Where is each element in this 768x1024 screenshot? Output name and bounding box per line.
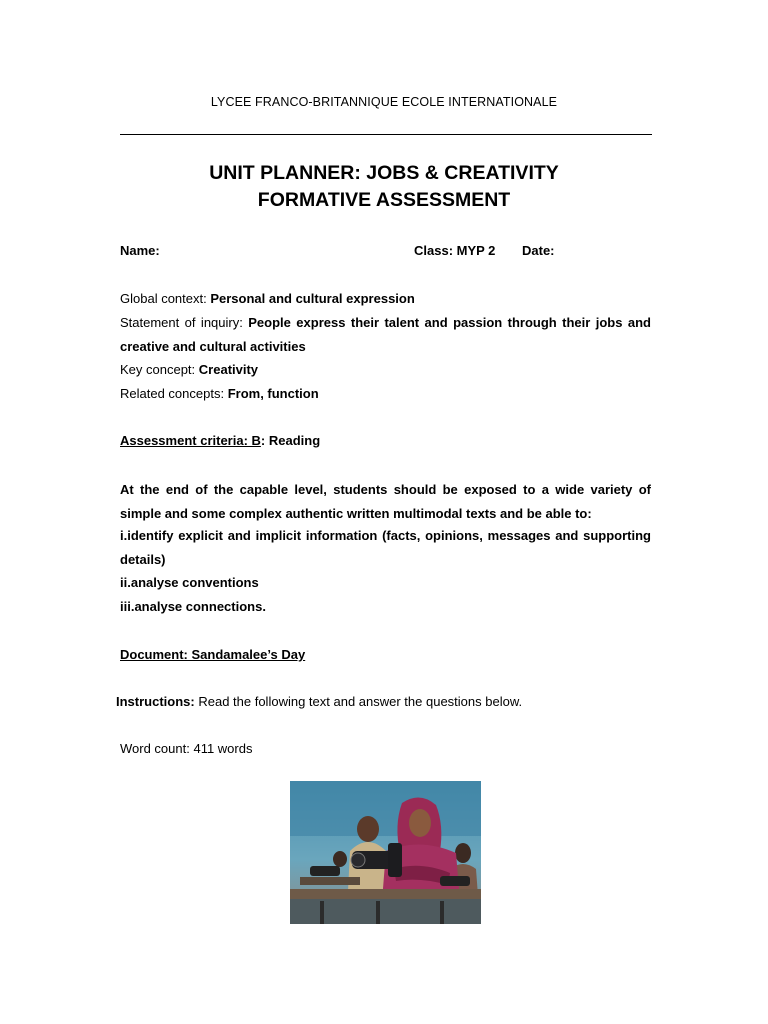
related-concepts <box>120 382 319 406</box>
title-line-1: UNIT PLANNER: JOBS & CREATIVITY <box>209 162 559 184</box>
global-context <box>120 287 415 311</box>
objective-item: ii.analyse conventions <box>120 575 259 590</box>
criteria-label: Assessment criteria: B <box>120 433 261 448</box>
assessment-criteria <box>120 429 320 453</box>
inquiry-value: People express their talent and passion through their jobs and creative and cultural activities <box>120 315 651 354</box>
key-concept <box>120 358 258 382</box>
header-divider <box>120 134 652 135</box>
related-concepts-value: From, function <box>227 386 319 401</box>
key-concept-value: Creativity <box>198 362 259 377</box>
global-context-value: Personal and cultural expression <box>210 291 415 306</box>
objective-item: iii.analyse connections. <box>120 599 266 614</box>
objectives-intro: At the end of the capable level, students should be exposed to a wide variety of simple and some complex authentic written multimodal texts and be able to: <box>120 482 651 521</box>
related-concepts-label: Related concepts: <box>120 386 228 401</box>
instructions <box>116 690 522 714</box>
page-title <box>0 160 768 214</box>
date-label: Date: <box>522 243 555 258</box>
criteria-value: : Reading <box>260 433 321 448</box>
inquiry-label: Statement of inquiry: <box>120 315 249 330</box>
title-line-2: FORMATIVE ASSESSMENT <box>257 189 511 211</box>
word-count: Word count: 411 words <box>120 741 253 756</box>
photo-image <box>290 781 481 924</box>
objective-item: i.identify explicit and implicit information (facts, opinions, messages and supporting details) <box>120 528 651 567</box>
document-title: Document: Sandamalee’s Day <box>120 647 306 662</box>
global-context-label: Global context: <box>120 291 211 306</box>
instructions-label: Instructions: <box>116 694 195 709</box>
name-label: Name: <box>120 243 160 258</box>
class-label: Class: MYP 2 <box>414 243 496 258</box>
statement-of-inquiry <box>120 311 651 358</box>
photo-woman-sewing-machine <box>290 781 481 924</box>
school-name: LYCEE FRANCO-BRITANNIQUE ECOLE INTERNATIONALE <box>210 95 558 109</box>
key-concept-label: Key concept: <box>120 362 199 377</box>
instructions-text: Read the following text and answer the questions below. <box>194 694 523 709</box>
